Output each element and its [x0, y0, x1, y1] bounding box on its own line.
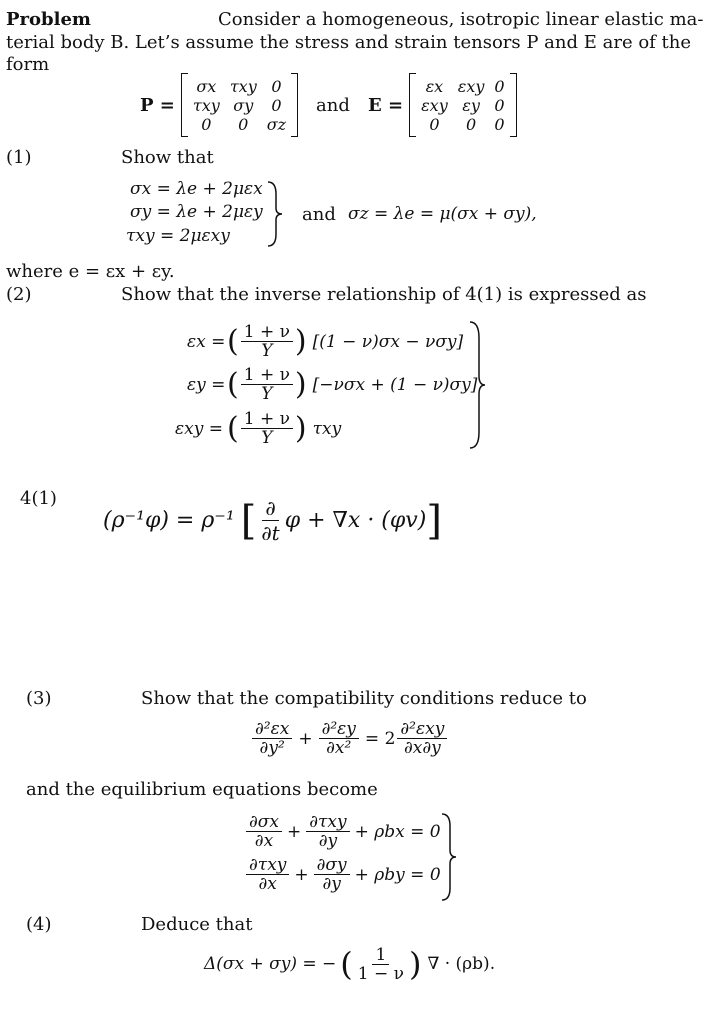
E-cell: 0 [429, 114, 440, 134]
part2-eq1-rhs: [(1 − ν)σx − νσy] [312, 331, 464, 352]
part2-right-brace [468, 320, 488, 450]
compat-term3-num: ∂²εxy [397, 720, 447, 739]
part1-number: (1) [6, 147, 32, 168]
P-label: P = [140, 94, 175, 116]
compat-term2-num: ∂²εy [319, 720, 359, 739]
ref41-lhs: (ρ⁻¹φ) = ρ⁻¹ [103, 508, 235, 533]
part1-where: where e = εx + εy. [6, 261, 175, 282]
P-cell: σx [196, 76, 217, 96]
compat-term1-num: ∂²εx [252, 720, 292, 739]
P-cell: σz [266, 114, 287, 134]
P-cell: 0 [201, 114, 212, 134]
equil1-b-den: ∂y [318, 831, 338, 851]
E-matrix [416, 77, 510, 134]
problem-heading: Problem [6, 9, 91, 30]
part1-side-eq: σz = λe = μ(σx + σy), [348, 204, 537, 224]
equil2-tail: + ρby = 0 [354, 864, 441, 885]
part1-eq3: τxy = 2μεxy [126, 226, 230, 246]
ref41-label: 4(1) [20, 488, 57, 509]
P-cell: σy [233, 95, 254, 115]
equil2-b-num: ∂σy [314, 856, 350, 875]
equil2-a-num: ∂τxy [246, 856, 289, 875]
intro-line-3: form [6, 54, 50, 75]
part1-eq2: σy = λe + 2μεy [130, 202, 263, 222]
intro-line-2: terial body B. Let’s assume the stress and strain tensors P and E are of the [6, 32, 692, 53]
tensor-P [140, 72, 298, 138]
part4-frac-num: 1 [372, 946, 389, 965]
compat-term1-den: ∂y² [259, 738, 285, 758]
P-cell: 0 [238, 114, 249, 134]
tensor-E [368, 72, 517, 138]
frac-numerator: 1 + ν [241, 410, 293, 429]
and-word-tensors: and [316, 95, 350, 116]
part1-eq1: σx = λe + 2μεx [130, 179, 263, 199]
frac-numerator: 1 + ν [241, 366, 293, 385]
part2-eq1-lhs: εx = [187, 331, 226, 352]
part2-eq3: εxy = ( $\frac{1 + \nu}{Y}$ ) τxy [175, 409, 342, 448]
ref41-equation: (ρ⁻¹φ) = ρ⁻¹ [ $\frac{\partial}{\partial t}$ φ + ∇x · (φv) ] [103, 496, 442, 545]
equil2-b-den: ∂y [322, 874, 341, 894]
part4-frac-den: 1 − ν [357, 963, 404, 984]
compat-term3-den: ∂x∂y [403, 738, 441, 758]
E-cell: 0 [494, 114, 505, 134]
E-cell: 0 [494, 76, 505, 96]
compat-term2-den: ∂x² [326, 738, 352, 758]
part1-prompt: Show that [121, 147, 214, 168]
E-cell: εy [462, 95, 480, 115]
equilibrium-intro: and the equilibrium equations become [26, 779, 378, 800]
ref41-d-num: ∂ [262, 496, 278, 521]
intro-line-1: Consider a homogeneous, isotropic linear elastic ma- [218, 9, 704, 30]
E-cell: 0 [465, 114, 477, 134]
part4-rhs: ∇ · (ρb). [427, 954, 496, 974]
part2-eq1: εx = ( $\frac{1 + \nu}{Y}$ ) [(1 − ν)σx − νσy] [187, 322, 464, 361]
frac-denominator: Y [261, 341, 273, 361]
part2-eq2: εy = ( $\frac{1 + \nu}{Y}$ ) [−νσx + (1 − ν)σy] [187, 365, 478, 404]
part4-equation: Δ(σx + σy) = − ( $\frac{1}{1 - \nu}$ ) ∇ · (ρb). [204, 944, 496, 984]
part2-eq3-lhs: εxy = [175, 418, 223, 439]
part1-right-brace [266, 180, 286, 248]
part2-number: (2) [6, 284, 32, 305]
part2-eq2-rhs: [−νσx + (1 − ν)σy] [312, 374, 478, 395]
E-cell: εx [425, 76, 444, 96]
equil1-a-num: ∂σx [246, 813, 282, 832]
compatibility-equation: $\frac{\text{∂²εx}}{\text{∂y²}}$ + $\frac{\text{∂²εy}}{\text{∂x²}}$ = 2 $\frac{\text{∂²εxy}}{\partial x\partial y}$ [250, 720, 449, 757]
part4-lhs: Δ(σx + σy) = − [204, 954, 337, 974]
P-matrix [188, 77, 291, 134]
ref41-d-den: ∂t [261, 521, 280, 545]
P-cell: 0 [271, 95, 282, 115]
part3-right-brace [440, 812, 460, 902]
equilibrium-eq1: $\frac{\partial\sigma x}{\partial x}$ + $\frac{\text{∂τxy}}{\partial y}$ + ρbx = 0 [244, 813, 441, 850]
equil1-b-num: ∂τxy [306, 813, 349, 832]
P-cell: 0 [271, 76, 282, 96]
E-label: E = [368, 94, 404, 116]
P-cell: τxy [192, 95, 220, 115]
frac-numerator: 1 + ν [241, 323, 293, 342]
part4-number: (4) [26, 914, 52, 935]
equil1-tail: + ρbx = 0 [354, 821, 441, 842]
P-cell: τxy [229, 76, 257, 96]
E-cell: 0 [494, 95, 505, 115]
equilibrium-eq2: $\frac{\text{∂τxy}}{\partial x}$ + $\frac{\partial\sigma y}{\partial y}$ + ρby = 0 [244, 856, 441, 893]
part1-and-word: and [302, 204, 336, 225]
part2-eq3-rhs: τxy [312, 418, 342, 439]
part3-prompt: Show that the compatibility conditions reduce to [141, 688, 587, 709]
part4-prompt: Deduce that [141, 914, 253, 935]
E-cell: εxy [457, 76, 485, 96]
ref41-rhs: φ + ∇x · (φv) [284, 508, 427, 533]
part2-eq2-lhs: εy = [187, 374, 226, 395]
part3-number: (3) [26, 688, 52, 709]
compat-equals: = 2 [364, 728, 396, 749]
part2-prompt: Show that the inverse relationship of 4(1) is expressed as [121, 284, 647, 305]
frac-denominator: Y [261, 384, 273, 404]
frac-denominator: Y [261, 428, 273, 448]
E-cell: εxy [421, 95, 448, 115]
equil1-a-den: ∂x [254, 831, 274, 851]
equil2-a-den: ∂x [258, 874, 277, 894]
